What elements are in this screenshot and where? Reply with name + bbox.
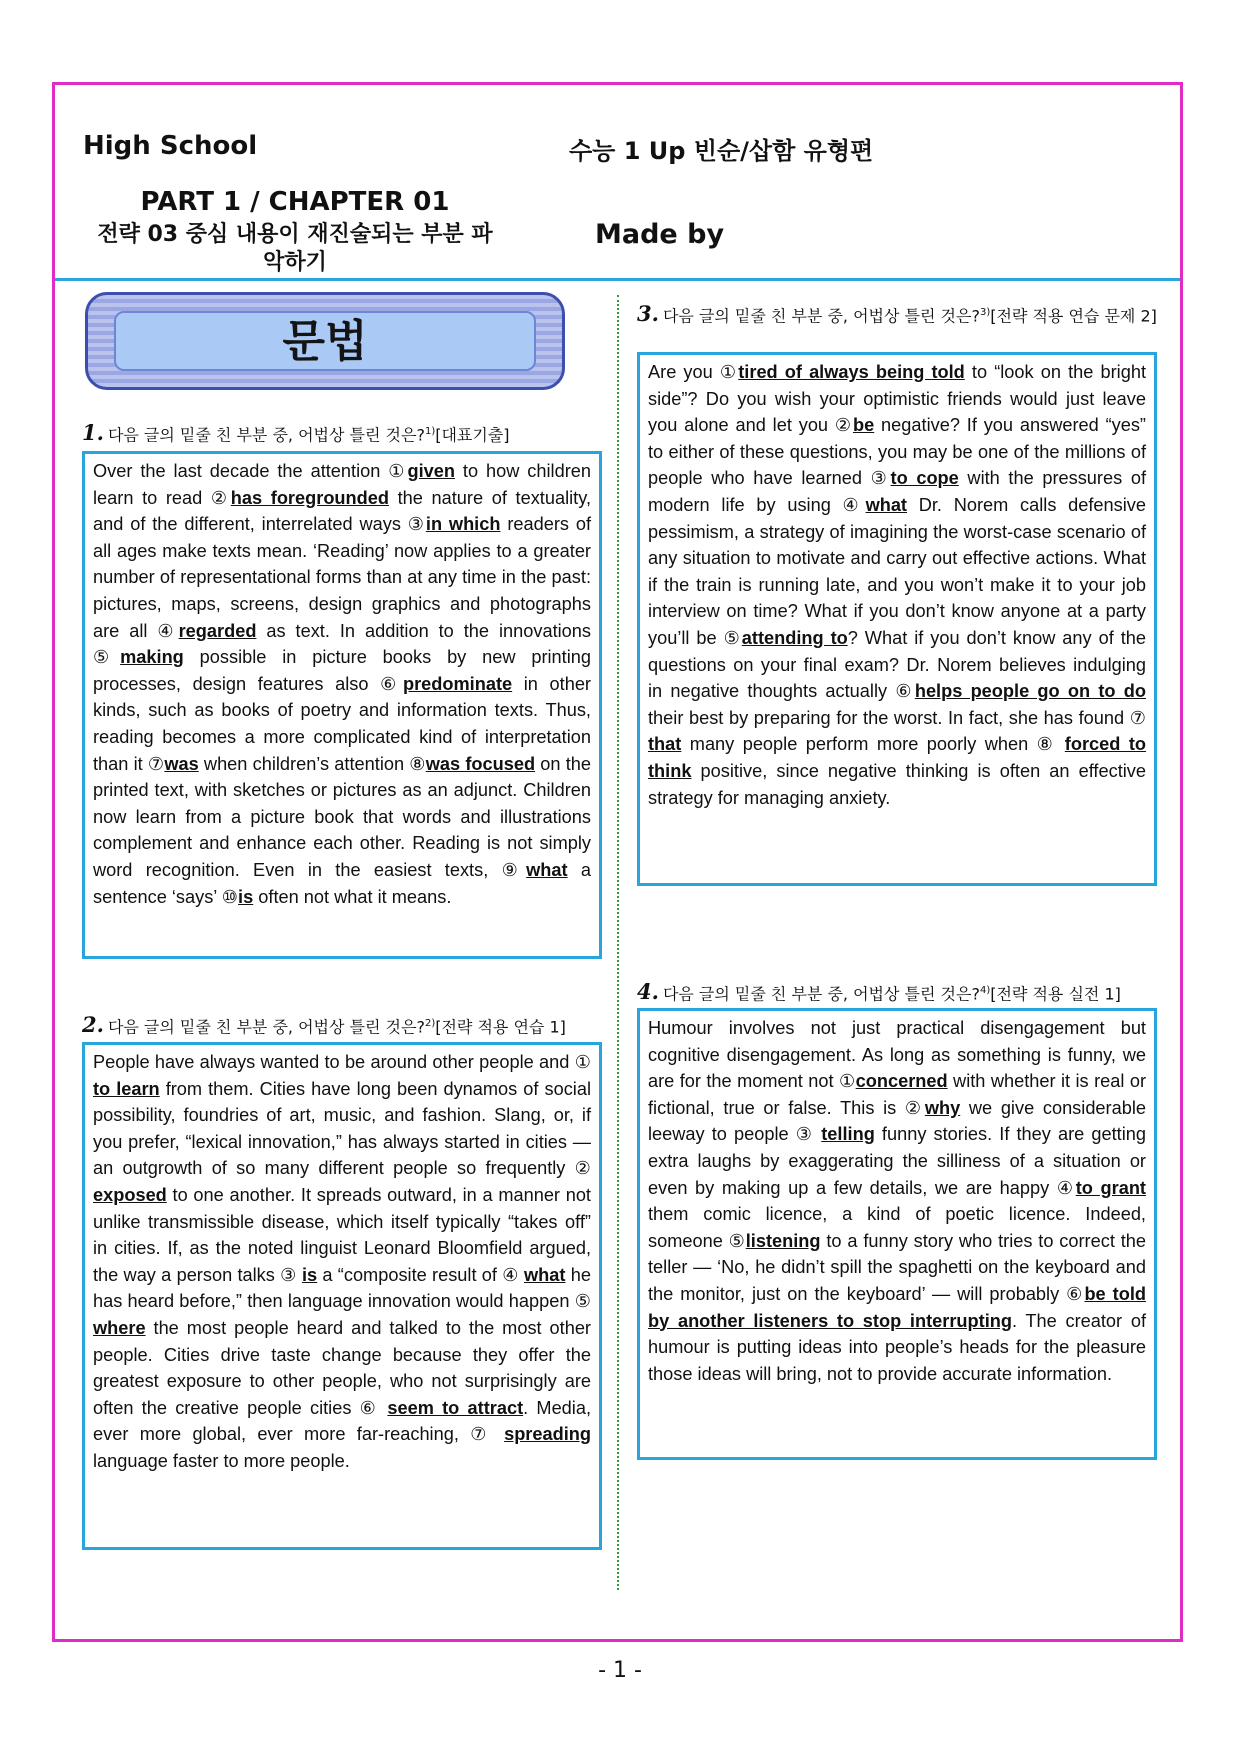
passage-text: Dr. Norem calls defensive pessimism, a strategy of imagining the worst-case scenario of any situation to motivate and carry out effective actions. What if the train is running late, and you won’t make it to your job interview on time? What if you don’t know anyone at a party you’ll be ⑤ [648, 494, 1147, 648]
passage-text: ① [388, 461, 408, 481]
passage-text: to a funny story who tries to correct the teller — ‘No, he didn’t spill the spaghetti on the keyboard and the monitor, just on the keyboard’ — will probably ⑥ [648, 1230, 1146, 1304]
passage-text: a “composite result of ④ [317, 1264, 525, 1285]
section-badge [85, 292, 565, 390]
underlined-choice: why [924, 1097, 961, 1118]
school-level: High School [83, 131, 258, 161]
underlined-choice: be [852, 415, 875, 436]
passage-text: when children’s attention [198, 753, 410, 774]
underlined-choice: has foregrounded [230, 487, 389, 508]
passage-text: ④ [157, 620, 179, 641]
underlined-choice: was focused [425, 753, 536, 774]
passage-text: we give considerable leeway to people ③ [648, 1097, 1146, 1145]
underlined-choice: tired of always being told [738, 362, 965, 382]
question-3-passage [637, 352, 1157, 886]
passage-text: ⑦ [147, 753, 165, 774]
section-badge-label: 문법 [114, 311, 536, 371]
passage-text: their best by preparing for the worst. In fact, she has found ⑦ [648, 707, 1146, 728]
underlined-choice: regarded [178, 620, 257, 641]
passage-text: on the printed text, with sketches or pictures as an adjunct. Children now learn from a picture book that words and illustrations complement and enhance each other. Reading is not simply word recognition. Even in the easiest texts, [93, 753, 591, 880]
underlined-choice: what [526, 859, 568, 880]
passage-text: Are you ① [648, 362, 739, 382]
passage-text: language faster to more people. [93, 1450, 350, 1471]
passage-text: ② [210, 487, 231, 508]
passage-text: Over the last decade the attention [93, 461, 389, 481]
underlined-choice: helps people go on to do [914, 681, 1146, 702]
passage-text: the most people heard and talked to the most other people. Cities drive taste change because they offer the greatest exposure to other people, who not surprisingly are often the creative people cities ⑥ [93, 1317, 591, 1418]
passage-text: ⑧ [409, 753, 426, 774]
passage-text: readers of all ages make texts mean. ‘Reading’ now applies to a greater number of representational forms than at any time in the past: pictures, maps, screens, design graphics and photographs are all [93, 514, 592, 641]
underlined-choice: in which [425, 514, 501, 535]
underlined-choice: to learn [93, 1078, 160, 1099]
question-prompt: 다음 글의 밑줄 친 부분 중, 어법상 틀린 것은? [662, 306, 980, 326]
passage-text: to one another. It spreads outward, in a manner not unlike transmissible disease, which itself typically “takes off” in cities. If, as the noted linguist Leonard Bloomfield argued, the way a person talks ③ [93, 1184, 591, 1285]
question-tag: [전략 적용 연습 1] [435, 1017, 566, 1037]
footnote-ref: 4) [979, 985, 991, 996]
passage-text: as text. In addition to the innovations [256, 620, 591, 641]
question-tag: [대표기출] [435, 425, 510, 445]
question-4-title [637, 980, 1121, 1005]
passage-text: a sentence ‘says’ [93, 859, 591, 907]
underlined-choice: forced to think [648, 734, 1146, 781]
passage-text: often not what it means. [253, 886, 452, 907]
passage-text: ? What if you don’t know any of the questions on your final exam? Dr. Norem believes indulging in negative thoughts actually ⑥ [648, 627, 1146, 702]
passage-text: People have always wanted to be around other people and ① [93, 1052, 591, 1072]
underlined-choice: listening [745, 1230, 821, 1251]
underlined-choice: exposed [93, 1184, 167, 1205]
passage-text: . Media, ever more global, ever more far-reaching, ⑦ [93, 1397, 592, 1445]
question-number: 2. [82, 1012, 104, 1038]
underlined-choice: be told by another listeners to stop interrupting [648, 1283, 1146, 1331]
underlined-choice: seem to attract [387, 1397, 524, 1418]
underlined-choice: was [164, 753, 199, 774]
passage-text: to how children learn to read [93, 461, 592, 508]
passage-text: in other kinds, such as books of poetry and information texts. Thus, reading becomes a more complicated kind of interpretation than it [93, 673, 591, 774]
strategy-title: 전략 03 중심 내용이 재진술되는 부분 파악하기 [97, 222, 493, 275]
passage-text: . The creator of humour is putting ideas into people’s heads for the pleasure those ideas will bring, not to provide accurate information. [648, 1310, 1146, 1384]
passage-text: from them. Cities have long been dynamos of social possibility, foundries of art, music, and fashion. Slang, or, if you prefer, “lexical innovation,” has always started in cities — an outgrowth of so many different people so frequently ② [93, 1078, 591, 1179]
question-1-passage [82, 451, 602, 959]
question-prompt: 다음 글의 밑줄 친 부분 중, 어법상 틀린 것은? [662, 984, 980, 1004]
question-1-title [82, 421, 510, 446]
passage-text: many people perform more poorly when ⑧ [681, 734, 1065, 755]
page-number: - 1 - [598, 1658, 642, 1683]
question-number: 4. [637, 979, 659, 1005]
underlined-choice: to grant [1075, 1177, 1146, 1198]
question-prompt: 다음 글의 밑줄 친 부분 중, 어법상 틀린 것은? [107, 1017, 425, 1037]
passage-text: ⑨ [501, 859, 527, 880]
question-2-passage [82, 1042, 602, 1550]
passage-text: with whether it is real or fictional, true or false. This is ② [648, 1071, 1146, 1118]
underlined-choice: is [238, 886, 254, 907]
question-4-passage [637, 1008, 1157, 1460]
passage-text: ⑤ [93, 647, 121, 668]
underlined-choice: what [524, 1264, 566, 1285]
question-number: 3. [637, 301, 659, 327]
passage-text: with the pressures of modern life by using ④ [648, 468, 1146, 515]
underlined-choice: given [407, 461, 455, 481]
underlined-choice: spreading [504, 1424, 591, 1445]
passage-text: funny stories. If they are getting extra laughs by exaggerating the silliness of a situation or even by making up a few details, we are happy ④ [648, 1124, 1147, 1198]
part-chapter: PART 1 / CHAPTER 01 [140, 187, 450, 217]
underlined-choice: where [93, 1317, 146, 1338]
question-number: 1. [82, 420, 104, 446]
passage-text: he has heard before,” then language innovation would happen ⑤ [93, 1264, 591, 1312]
passage-text: ③ [407, 514, 426, 535]
footnote-ref: 3) [979, 307, 991, 318]
underlined-choice: predominate [402, 673, 513, 694]
passage-text: to “look on the bright side”? Do you wish your optimistic friends would just leave you alone and let you ② [648, 362, 1146, 436]
question-tag: [전략 적용 실전 1] [990, 984, 1121, 1004]
underlined-choice: to cope [890, 468, 959, 489]
passage-text: ⑩ [221, 886, 239, 907]
column-divider [617, 295, 619, 1590]
passage-text: them comic licence, a kind of poetic licence. Indeed, someone ⑤ [648, 1204, 1146, 1251]
question-3-title [637, 302, 1157, 327]
page-header [55, 85, 1180, 281]
question-prompt: 다음 글의 밑줄 친 부분 중, 어법상 틀린 것은? [107, 425, 425, 445]
made-by: Made by [595, 219, 725, 250]
passage-text: positive, since negative thinking is often an effective strategy for managing anxiety. [648, 760, 1146, 808]
underlined-choice: that [648, 734, 682, 755]
underlined-choice: telling [821, 1124, 875, 1145]
book-title: 수능 1 Up 빈순/삽함 유형편 [569, 137, 874, 165]
passage-text: ⑥ [380, 673, 403, 694]
question-tag: [전략 적용 연습 문제 2] [990, 306, 1157, 326]
question-2-title [82, 1013, 566, 1038]
passage-text: the nature of textuality, and of the different, interrelated ways [93, 487, 591, 535]
underlined-choice: attending to [741, 627, 848, 648]
footnote-ref: 2) [424, 1018, 436, 1029]
underlined-choice: is [301, 1264, 318, 1285]
passage-text: possible in picture books by new printing processes, design features also [93, 647, 591, 694]
passage-text: Humour involves not just practical disengagement but cognitive disengagement. As long as something is funny, we are for the moment not ① [648, 1018, 1146, 1092]
underlined-choice: making [120, 647, 184, 668]
passage-text: negative? If you answered “yes” to either of these questions, you may be one of the millions of people who have learned ③ [648, 415, 1146, 489]
underlined-choice: concerned [855, 1071, 948, 1092]
underlined-choice: what [865, 494, 907, 515]
footnote-ref: 1) [424, 426, 436, 437]
